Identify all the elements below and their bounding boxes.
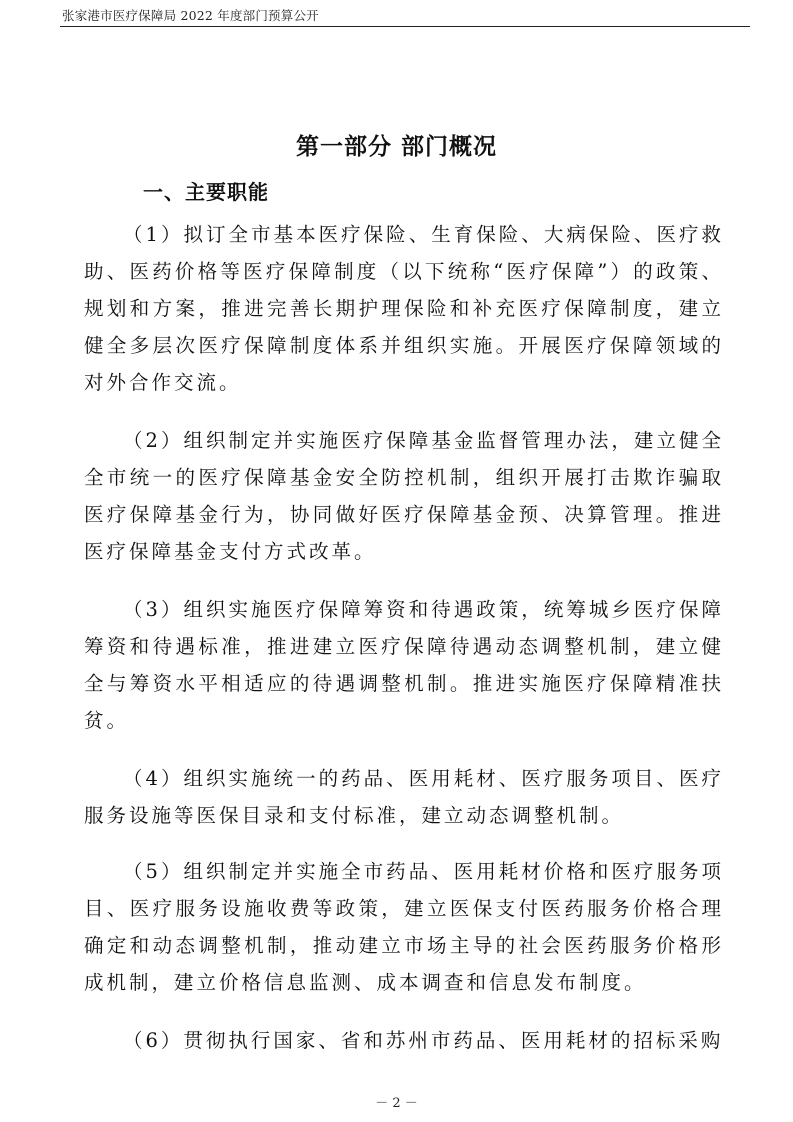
running-header: 张家港市医疗保障局 2022 年度部门预算公开 xyxy=(62,8,319,23)
paragraph-2: （2）组织制定并实施医疗保障基金监督管理办法，建立健全全市统一的医疗保障基金安全防控机制，组织开展打击欺诈骗取医疗保障基金行为，协同做好医疗保障基金预、决算管理。推进医疗保障基金支付方式改革。 xyxy=(84,429,724,563)
paragraph-1: （1）拟订全市基本医疗保险、生育保险、大病保险、医疗救助、医药价格等医疗保障制度（以下统称“医疗保障”）的政策、规划和方案，推进完善长期护理保险和补充医疗保障制度，建立健全多层次医疗保障制度体系并组织实施。开展医疗保障领域的对外合作交流。 xyxy=(84,223,724,394)
paragraph-5: （5）组织制定并实施全市药品、医用耗材价格和医疗服务项目、医疗服务设施收费等政策，建立医保支付医药服务价格合理确定和动态调整机制，推动建立市场主导的社会医药服务价格形成机制，建立价格信息监测、成本调查和信息发布制度。 xyxy=(84,860,724,994)
page-title: 第一部分 部门概况 xyxy=(295,133,497,160)
paragraph-3: （3）组织实施医疗保障筹资和待遇政策，统筹城乡医疗保障筹资和待遇标准，推进建立医疗保障待遇动态调整机制，建立健全与筹资水平相适应的待遇调整机制。推进实施医疗保障精准扶贫。 xyxy=(84,598,724,732)
section-heading: 一、主要职能 xyxy=(143,180,269,204)
paragraph-6: （6）贯彻执行国家、省和苏州市药品、医用耗材的招标采购 xyxy=(123,1029,724,1052)
header-divider xyxy=(60,26,750,27)
paragraph-4: （4）组织实施统一的药品、医用耗材、医疗服务项目、医疗服务设施等医保目录和支付标准，建立动态调整机制。 xyxy=(84,767,724,827)
page-number: － 2 － xyxy=(375,1096,418,1111)
